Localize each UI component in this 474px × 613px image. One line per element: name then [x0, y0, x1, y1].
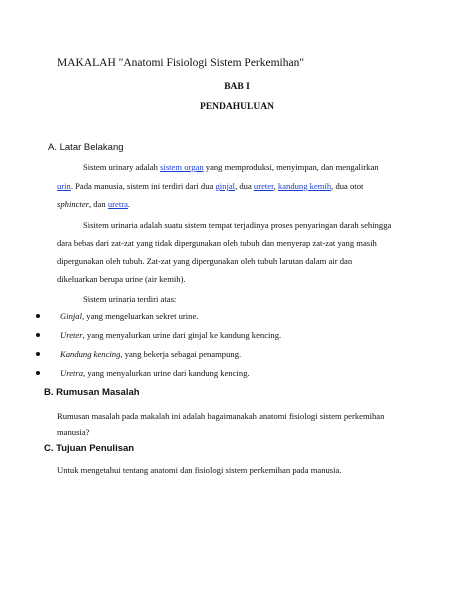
paragraph-2-line-3: dipergunakan oleh tubuh. Zat-zat yang dipergunakan oleh tubuh larutan dalam air dan [57, 256, 353, 266]
bullet-icon [36, 314, 40, 318]
italic-term: Ginjal [60, 311, 82, 321]
chapter-title: PENDAHULUAN [200, 102, 274, 112]
text-span: , dua otot [331, 181, 364, 191]
document-title: MAKALAH "Anatomi Fisiologi Sistem Perkemihan" [57, 57, 305, 69]
italic-term: Ureter [60, 330, 83, 340]
text-span: , yang menyalurkan urine dari kandung kencing. [83, 368, 250, 378]
link-kandung-kemih[interactable]: kandung kemih [277, 181, 332, 191]
text-span: Sistem urinary adalah [83, 162, 161, 172]
paragraph-2-line-2: dara bebas dari zat-zat yang tidak dipergunakan oleh tubuh dan menyerap zat-zat yang masih [57, 238, 377, 248]
list-item-text [60, 368, 250, 378]
list-item-text [60, 311, 198, 321]
paragraph-3: Sistem urinaria terdiri atas: [83, 294, 177, 304]
italic-term: sphincter [57, 199, 89, 209]
link-urin[interactable]: urin [57, 181, 71, 191]
list-item-text [60, 349, 241, 359]
text-span: , dua [235, 181, 254, 191]
text-span: . Pada manusia, sistem ini terdiri dari dua [70, 181, 216, 191]
section-a-heading: A. Latar Belakang [48, 142, 124, 153]
paragraph-1-line-2 [57, 181, 363, 192]
bullet-icon [36, 352, 40, 356]
list-item-text [60, 330, 281, 340]
section-b-line-2: manusia? [57, 427, 90, 437]
link-ureter[interactable]: ureter [253, 181, 274, 191]
italic-term: Uretra [60, 368, 84, 378]
text-span: , [273, 181, 278, 191]
section-c-heading: C. Tujuan Penulisan [44, 443, 135, 454]
paragraph-2-line-1: Sisitem urinaria adalah suatu sistem tempat terjadinya proses penyaringan darah sehingga [83, 220, 392, 230]
bullet-icon [36, 371, 40, 375]
section-b-heading: B. Rumusan Masalah [44, 387, 140, 398]
link-ginjal[interactable]: ginjal [215, 181, 236, 191]
text-span: , yang bekerja sebagai penampung. [120, 349, 242, 359]
paragraph-2-line-4: dikeluarkan berupa urine (air kemih). [57, 274, 186, 284]
paragraph-1-line-3 [57, 199, 130, 210]
text-span: . [127, 199, 131, 209]
link-uretra[interactable]: uretra [107, 199, 128, 209]
chapter-number: BAB I [224, 82, 250, 92]
text-span: yang memproduksi, menyimpan, dan mengalirkan [203, 162, 379, 172]
text-span: , dan [88, 199, 108, 209]
link-sistem-organ[interactable]: sistem organ [160, 162, 204, 172]
section-c-line: Untuk mengetahui tentang anatomi dan fisiologi sistem perkemihan pada manusia. [57, 465, 342, 475]
italic-term: Kandung kencing [60, 349, 121, 359]
bullet-icon [36, 333, 40, 337]
text-span: , yang mengeluarkan sekret urine. [81, 311, 199, 321]
section-b-line-1: Rumusan masalah pada makalah ini adalah bagaimanakah anatomi fisiologi sistem perkemihan [57, 411, 385, 421]
paragraph-1-line-1 [83, 162, 379, 173]
text-span: , yang menyalurkan urine dari ginjal ke kandung kencing. [82, 330, 282, 340]
